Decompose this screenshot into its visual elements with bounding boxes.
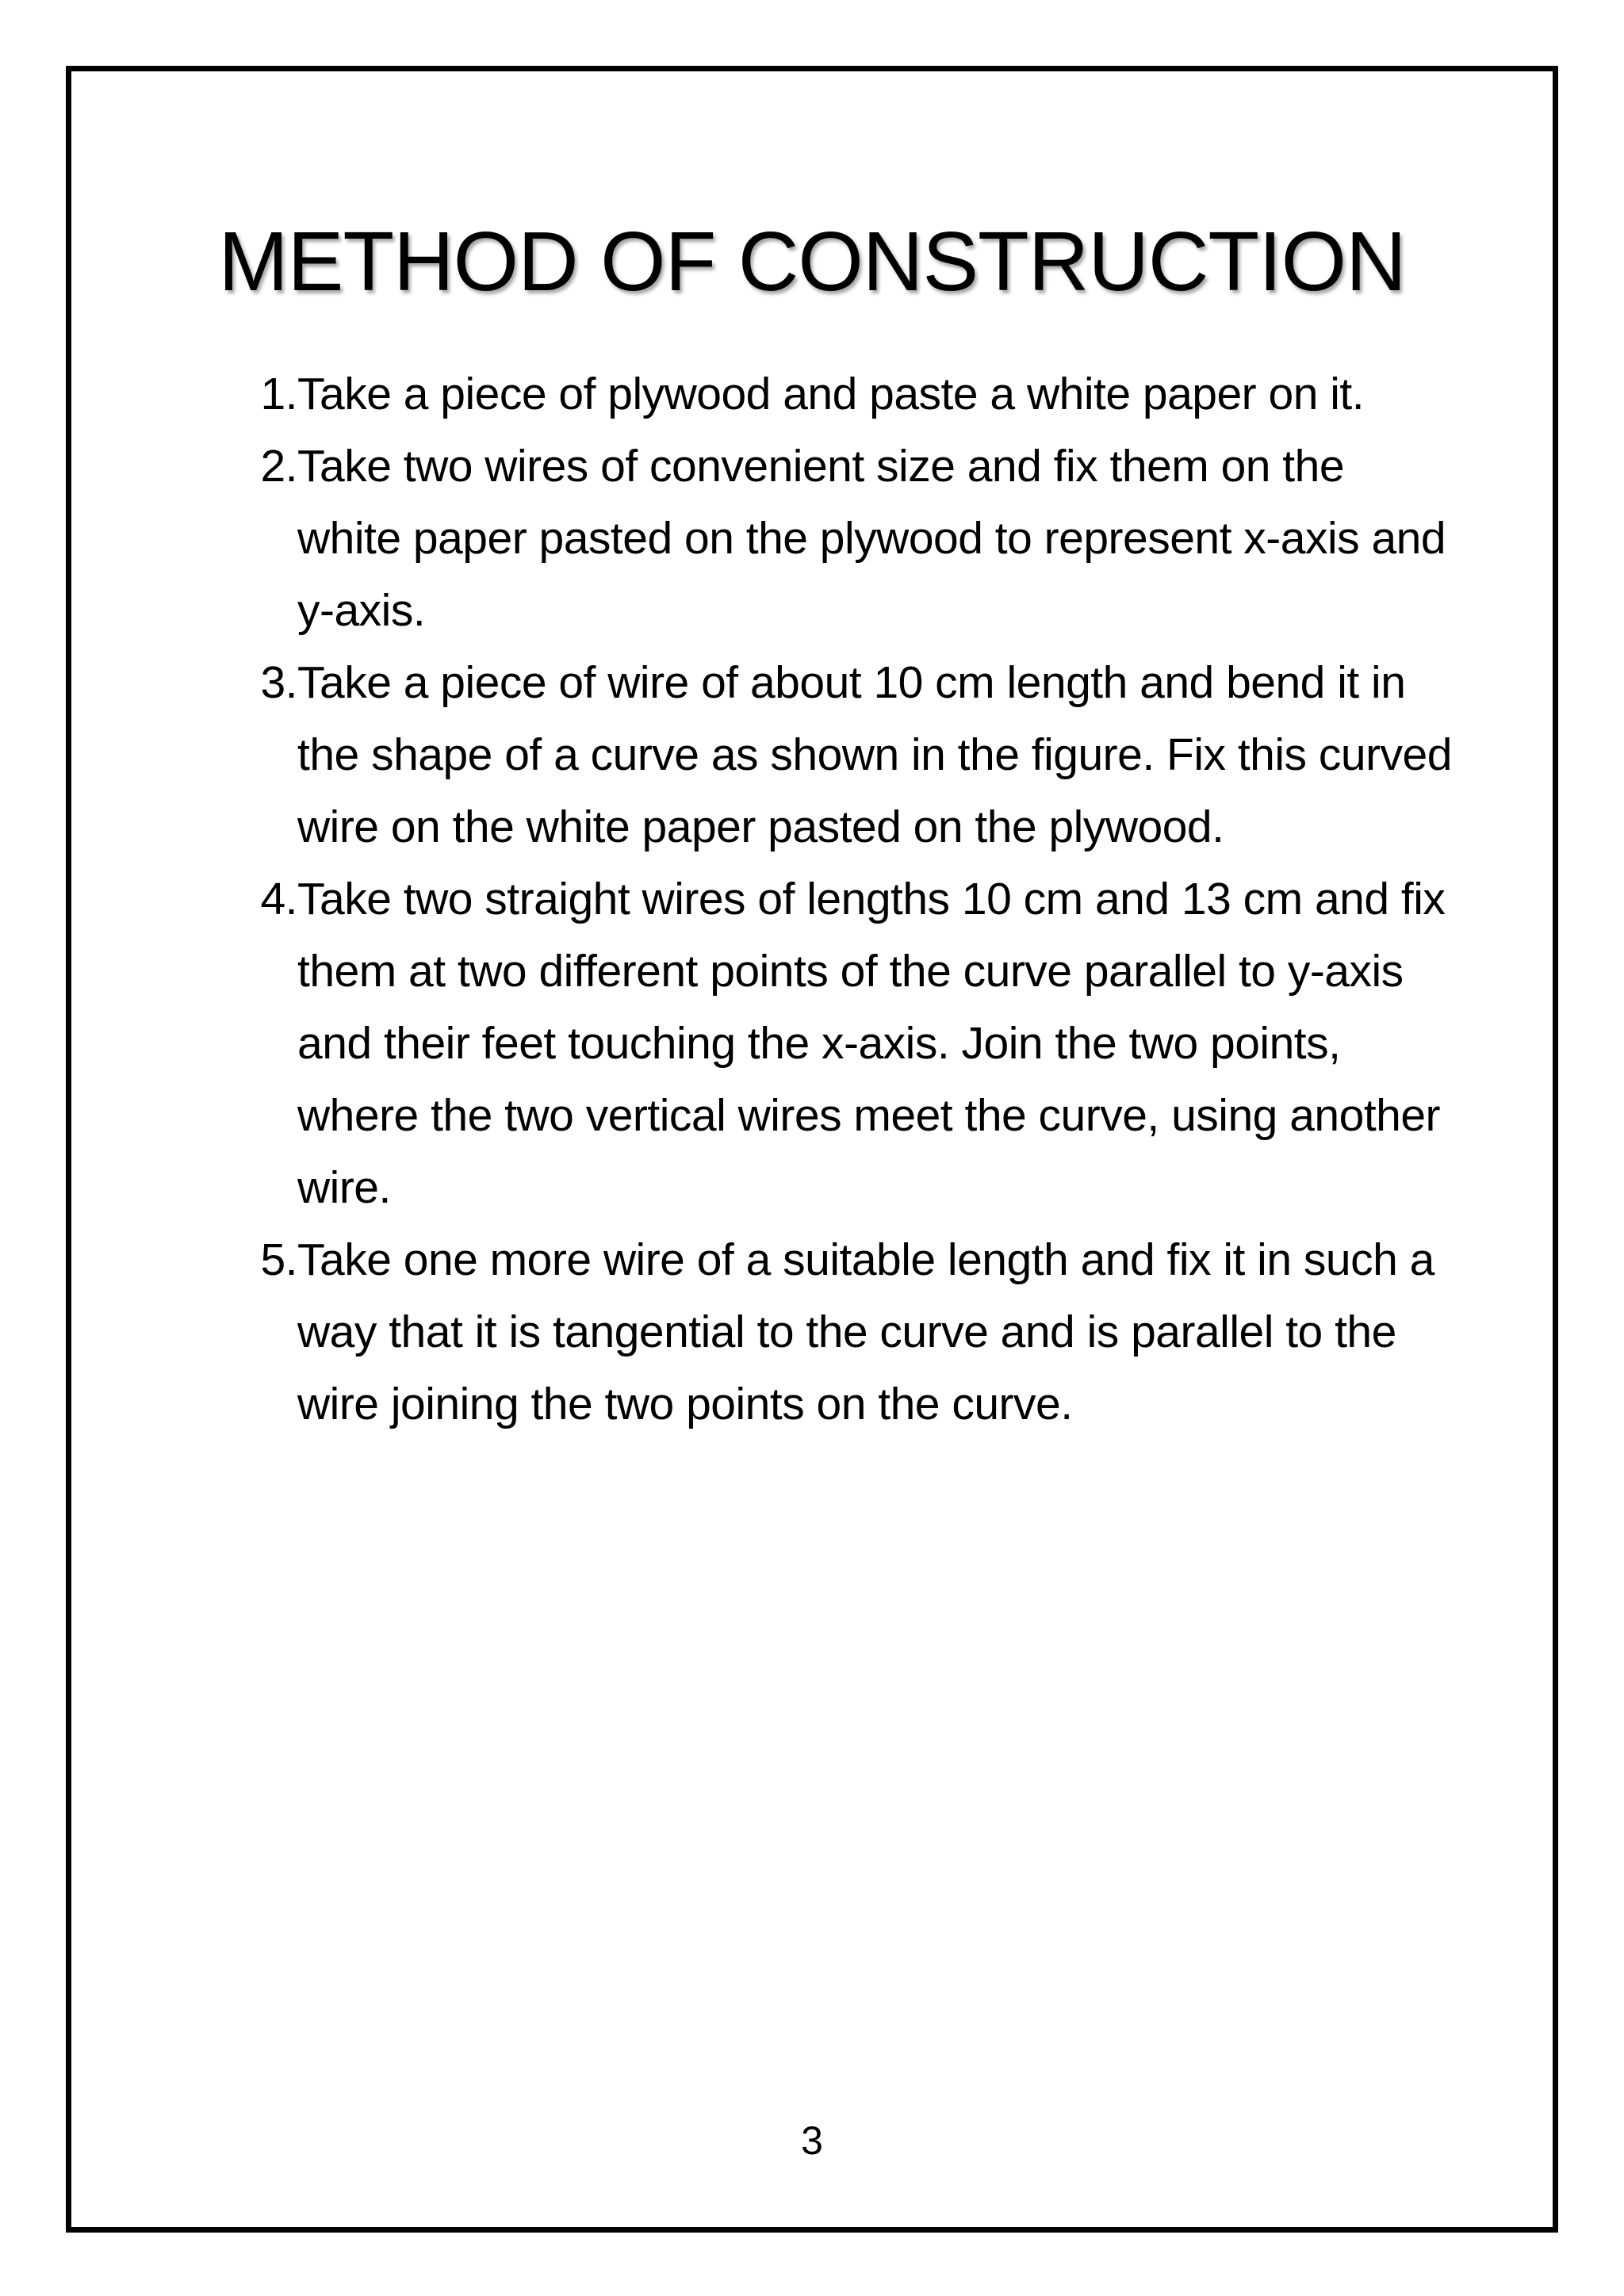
list-item — [238, 863, 1459, 1224]
step-text: Take two wires of convenient size and fix them on the white paper pasted on the plywood to represent x-axis and y-axis. — [297, 441, 1446, 636]
list-item — [238, 1224, 1459, 1441]
construction-steps-list — [238, 358, 1459, 1441]
step-number: 5. — [260, 1234, 297, 1285]
step-number: 1. — [260, 369, 297, 419]
page-title: METHOD OF CONSTRUCTION — [218, 215, 1406, 308]
step-number: 4. — [260, 874, 297, 924]
page-number: 3 — [801, 2118, 823, 2163]
step-number: 3. — [260, 657, 297, 708]
step-text: Take a piece of plywood and paste a white paper on it. — [297, 369, 1365, 419]
step-text: Take one more wire of a suitable length and fix it in such a way that it is tangential to the curve and is parallel to the wire joining the two points on the curve. — [297, 1234, 1434, 1429]
step-text: Take two straight wires of lengths 10 cm and 13 cm and fix them at two different points of the curve parallel to y-axis and their feet touching the x-axis. Join the two points, where the two vertical wires meet the curve, using another wire. — [297, 874, 1446, 1213]
step-number: 2. — [260, 441, 297, 492]
list-item — [238, 358, 1459, 430]
list-item — [238, 430, 1459, 647]
list-item — [238, 647, 1459, 863]
step-text: Take a piece of wire of about 10 cm length and bend it in the shape of a curve as shown in the figure. Fix this curved wire on the white paper pasted on the plywood. — [297, 657, 1452, 852]
